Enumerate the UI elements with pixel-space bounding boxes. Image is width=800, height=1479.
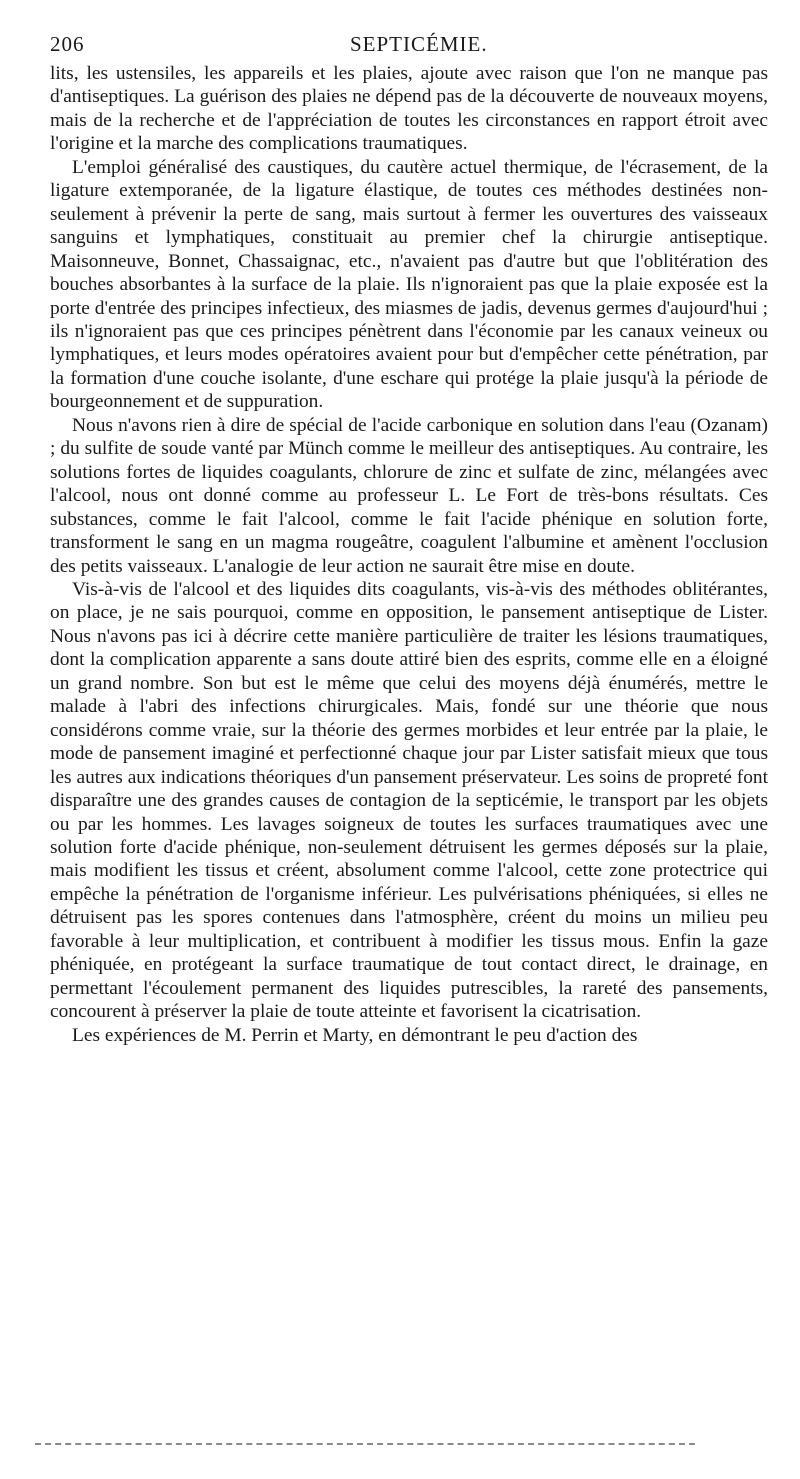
- paragraph-continuation: lits, les ustensiles, les appareils et les plaies, ajoute avec raison que l'on ne manque pas d'antiseptiques. La guérison des plaies ne dépend pas de la découverte de nouveaux moyens, mais de la recherche et de l'appréciation de toutes les circonstances en rapport étroit avec l'origine et la marche des complications traumatiques.: [50, 63, 768, 155]
- document-page: [50, 28, 768, 1047]
- paragraph-caustiques: L'emploi généralisé des caustiques, du cautère actuel thermique, de l'écrasement, de la ligature extemporanée, de la ligature élastique, de toutes ces méthodes destinées non-seulement à prévenir la perte de sang, mais surtout à fermer les ouvertures des vaisseaux sanguins et lymphatiques, constituait au premier chef la chirurgie antiseptique. Maisonneuve, Bonnet, Chassaignac, etc., n'avaient pas d'autre but que l'oblitération des bouches absorbantes à la surface de la plaie. Ils n'ignoraient pas que la plaie exposée est la porte d'entrée des principes infectieux, des miasmes de jadis, devenus germes d'aujourd'hui ; ils n'ignoraient pas que ces principes pénètrent dans l'économie par les canaux veineux ou lymphatiques, et leurs modes opératoires avaient pour but d'empêcher cette pénétration, par la formation d'une couche isolante, d'une eschare qui protége la plaie jusqu'à la période de bourgeonnement et de suppuration.: [50, 156, 768, 413]
- paragraph-acide-carbonique: Nous n'avons rien à dire de spécial de l'acide carbonique en solution dans l'eau (Ozanam) ; du sulfite de soude vanté par Münch comme le meilleur des antiseptiques. Au contraire, les solutions fortes de liquides coagulants, chlorure de zinc et sulfate de zinc, mélangées avec l'alcool, nous ont donné comme au professeur L. Le Fort de très-bons résultats. Ces substances, comme le fait l'alcool, comme le fait l'acide phénique en solution forte, transforment le sang en un magma rougeâtre, coagulent l'albumine et amènent l'occlusion des petits vaisseaux. L'analogie de leur action ne saurait être mise en doute.: [50, 414, 768, 577]
- body-text: [50, 62, 768, 1047]
- paragraph-lister: Vis-à-vis de l'alcool et des liquides dits coagulants, vis-à-vis des méthodes oblitérantes, on place, je ne sais pourquoi, comme en opposition, le pansement antiseptique de Lister. Nous n'avons pas ici à décrire cette manière particulière de traiter les lésions traumatiques, dont la complication apparente a sans doute attiré bien des esprits, comme elle en a éloigné un grand nombre. Son but est le même que celui des moyens déjà énumérés, mettre le malade à l'abri des infections chirurgicales. Mais, fondé sur une théorie que nous considérons comme vraie, sur la théorie des germes morbides et leur entrée par la plaie, le mode de pansement imaginé et perfectionné chaque jour par Lister satisfait mieux que tous les autres aux indications théoriques d'un pansement préservateur. Les soins de propreté font disparaître une des grandes causes de contagion de la septicémie, le transport par les objets ou par les hommes. Les lavages soigneux de toutes les surfaces traumatiques avec une solution forte d'acide phénique, non-seulement détruisent les germes déposés sur la plaie, mais modifient les tissus et créent, absolument comme l'alcool, cette zone protectrice qui empêche la pénétration de l'organisme inférieur. Les pulvérisations phéniquées, si elles ne détruisent pas les spores contenues dans l'atmosphère, créent du moins un milieu peu favorable à leur multiplication, et contribuent à modifier les tissus mous. Enfin la gaze phéniquée, en protégeant la surface traumatique de tout contact direct, le drainage, en permettant l'écoulement permanent des liquides putrescibles, la rareté des pansements, concourent à préserver la plaie de toute atteinte et favorisent la cicatrisation.: [50, 578, 768, 1023]
- footer-dashed-rule: [35, 1443, 695, 1445]
- running-title: SEPTICÉMIE.: [350, 32, 488, 56]
- paragraph-experiences: Les expériences de M. Perrin et Marty, en démontrant le peu d'action des: [72, 1024, 638, 1046]
- page-header: [50, 28, 768, 62]
- page-number: 206: [50, 32, 85, 56]
